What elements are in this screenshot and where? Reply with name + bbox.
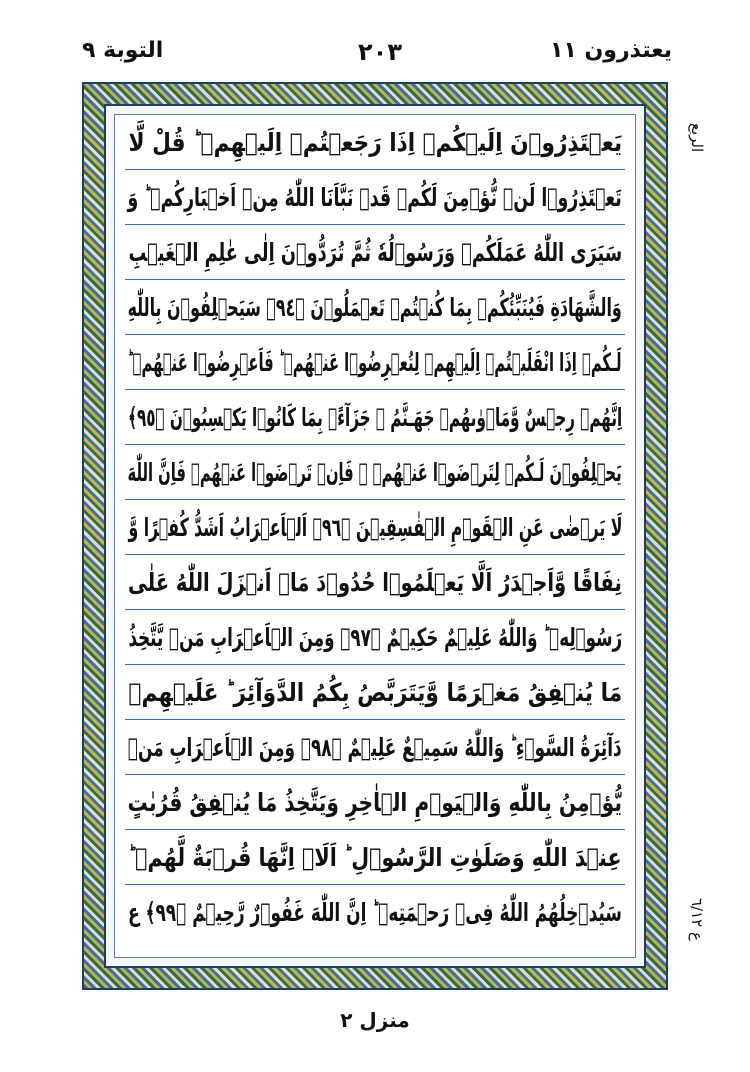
text-line-10: رَسُوۡلِهٖ ؕ وَاللّٰهُ عَلِيۡمٌ حَكِيۡمٌ ﴿٩٧﴾ وَمِنَ الۡاَعۡرَابِ مَنۡ يَّتَّخِذُ: [125, 610, 625, 665]
text-line-5: لَـكُمۡ اِذَا انْقَلَبۡتُمۡ اِلَيۡهِمۡ لِتُعۡرِضُوۡا عَنۡهُمۡ ؕ فَاَعۡرِضُوۡا عَنۡهُمۡ ؕ: [125, 335, 625, 390]
text-line-11: مَا يُنۡفِقُ مَغۡرَمًا وَّيَتَرَبَّصُ بِكُمُ الدَّوَآئِرَ ؕ عَلَيۡهِمۡ: [125, 665, 625, 720]
text-line-15: سَيُدۡخِلُهُمُ اللّٰهُ فِىۡ رَحۡمَتِهٖ ؕ اِنَّ اللّٰهَ غَفُوۡرٌ رَّحِيۡمٌ ﴿٩٩﴾ ع: [128, 897, 622, 927]
text-line-4: وَالشَّهَادَةِ فَيُنَبِّئُكُمۡ بِمَا كُنۡتُمۡ تَعۡمَلُوۡنَ ﴿٩٤﴾ سَيَحۡلِفُوۡنَ بِاللّٰهِ: [125, 280, 625, 335]
text-line-7: يَحۡلِفُوۡنَ لَـكُمۡ لِتَرۡضَوۡا عَنۡهُمۡ ۚ فَاِنۡ تَرۡضَوۡا عَنۡهُمۡ فَاِنَّ اللّٰهَ: [125, 445, 625, 500]
page-number: ٢٠٣: [358, 38, 402, 66]
text-area: [114, 114, 636, 958]
text-line-2: تَعۡتَذِرُوۡا لَنۡ نُّؤۡمِنَ لَكُمۡ قَدۡ نَبَّاَنَا اللّٰهُ مِنۡ اَخۡبَارِكُمۡ ؕ وَ: [125, 170, 625, 225]
text-line-13: يُّؤۡمِنُ بِاللّٰهِ وَالۡيَوۡمِ الۡاٰخِرِ وَيَتَّخِذُ مَا يُنۡفِقُ قُرُبٰتٍ: [125, 775, 625, 830]
surah-name: التوبة ٩: [82, 38, 164, 63]
text-line-8: لَا يَرۡضٰى عَنِ الۡقَوۡمِ الۡفٰسِقِيۡنَ ﴿٩٦﴾ اَلۡاَعۡرَابُ اَشَدُّ كُفۡرًا وَّ: [125, 500, 625, 555]
text-line-6: اِنَّهُمۡ رِجۡسٌ وَّمَاۡوٰٮهُمۡ جَهَـنَّمُ ۚ جَزَآءًۢ بِمَا كَانُوۡا يَكۡسِبُوۡنَ ﴿٩٥﴾: [125, 390, 625, 445]
rub-marker: الربع: [688, 123, 706, 153]
text-line-12: دَآئِرَةُ السَّوۡءِ ؕ وَاللّٰهُ سَمِيۡعٌ عَلِيۡمٌ ﴿٩٨﴾ وَمِنَ الۡاَعۡرَابِ مَنۡ: [125, 720, 625, 775]
ornamental-border: [82, 82, 668, 990]
text-line-9: نِفَاقًا وَّاَجۡدَرُ اَلَّا يَعۡلَمُوۡا حُدُوۡدَ مَاۤ اَنۡزَلَ اللّٰهُ عَلٰى: [125, 555, 625, 610]
manzil-label: منزل ٢: [340, 1008, 410, 1032]
inner-border: [104, 104, 646, 968]
ruku-marker: ع ٦/١٢: [688, 897, 706, 941]
juz-name: يعتذرون ١١: [549, 38, 672, 63]
text-line-1: يَعۡتَذِرُوۡنَ اِلَيۡكُمۡ اِذَا رَجَعۡتُمۡ اِلَيۡهِمۡ ؕ قُلْ لَّا: [125, 115, 625, 170]
text-line-14: عِنۡدَ اللّٰهِ وَصَلَوٰتِ الرَّسُوۡلِ ؕ اَلَاۤ اِنَّهَا قُرۡبَةٌ لَّهُمۡ ؕ: [125, 830, 625, 885]
text-line-3: سَيَرَى اللّٰهُ عَمَلَكُمۡ وَرَسُوۡلُهٗ ثُمَّ تُرَدُّوۡنَ اِلٰى عٰلِمِ الۡغَيۡبِ: [125, 225, 625, 280]
